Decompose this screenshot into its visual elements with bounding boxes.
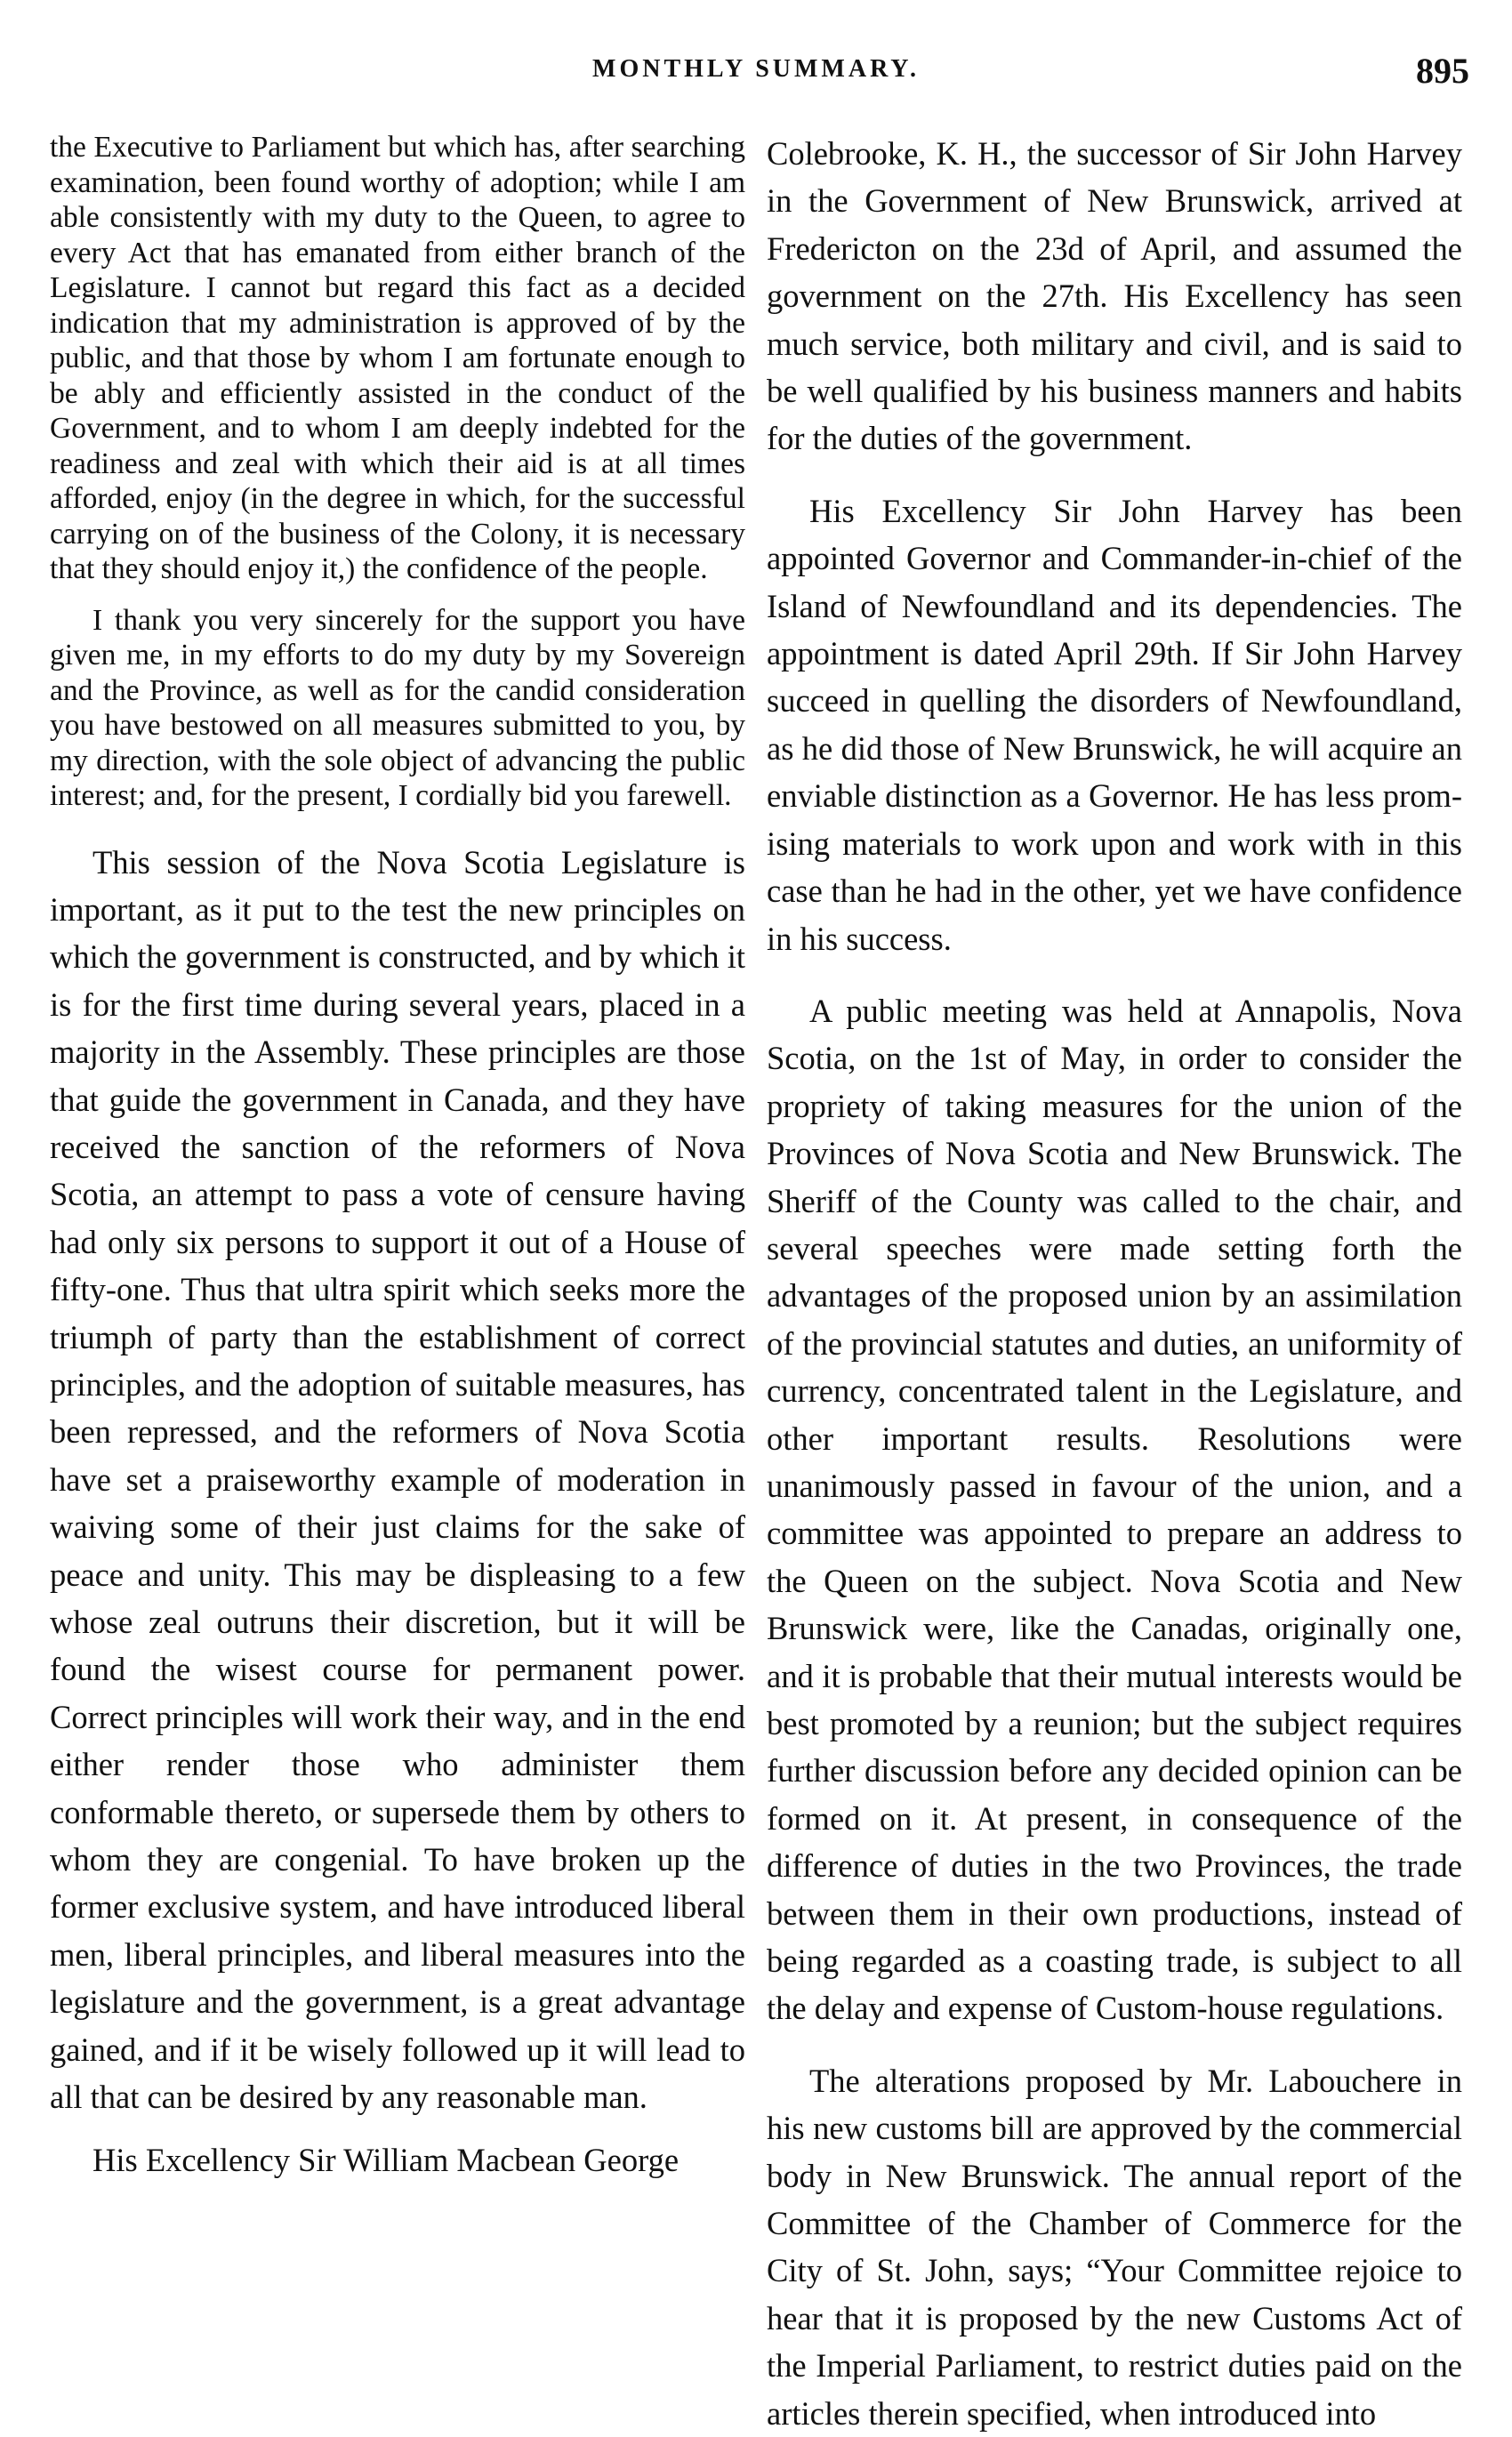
running-title: MONTHLY SUMMARY. <box>592 55 920 83</box>
speech-paragraph-2: I thank you very sincerely for the support you have given me, in my efforts to do my duty by my Sovereign and the Province, as well as for the candid consideration you have bestowed on all measures submitted to you, by my direction, with the sole object of advancing the public interest; and, for the present, I cordially bid you farewell. <box>50 603 745 812</box>
annapolis-meeting-paragraph: A public meeting was held at Annapolis, Nova Scotia, on the 1st of May, in order to consider the propriety of taking measures for the union of the Provinces of Nova Scotia and New Brunswick. The Sheriff of the County was called to the chair, and several speeches were made setting forth the advantages of the proposed union by an assimilation of the provincial statutes and duties, an uniformity of currency, concentrated talent in the Legislature, and other important results. Resolutions were unanimously passed in favour of the union, and a committee was appointed to prepare an address to the Queen on the subject. Nova Scotia and New Brunswick were, like the Canadas, originally one, and it is probable that their mutual interests would be best promoted by a reunion; but the subject requires further discussion before any decided opinion can be formed on it. At present, in consequence of the difference of duties in the two Provinces, the trade between them in their own productions, instead of being regarded as a coasting trade, is subject to all the delay and expense of Custom-house regulations. <box>767 992 1462 2027</box>
harvey-paragraph: His Excellency Sir John Harvey has been appointed Governor and Commander-in-chief of the Island of Newfoundland and its dependencies. The appointment is dated April 29th. If Sir John Harvey succeed in quelling the disorders of Newfoundland, as he did those of New Brunswick, he will acquire an enviable distinction as a Governor. He has less promising materials to work upon and work with in this case than he had in the other, yet we have confidence in his success. <box>767 492 1462 957</box>
left-column <box>50 130 745 2184</box>
customs-bill-paragraph: The alterations proposed by Mr. Labouchere in his new customs bill are approved by the commercial body in New Brunswick. The annual report of the Committee of the Chamber of Commerce for the City of St. John, says; “Your Committee rejoice to hear that it is proposed by the new Customs Act of the Imperial Parliament, to restrict duties paid on the articles therein specified, when introduced into <box>767 2062 1462 2432</box>
continued-paragraph-end: Colebrooke, K. H., the successor of Sir John Harvey in the Government of New Brunswick, arrived at Fredericton on the 23d of April, and assumed the government on the 27th. His Excellency has seen much service, both military and civil, and is said to be well qualified by his business manners and habits for the duties of the government. <box>767 135 1462 457</box>
commentary-paragraph: This session of the Nova Scotia Legislature is important, as it put to the test the new principles on which the government is constructed, and by which it is for the first time during several years, placed in a majority in the Assembly. These principles are those that guide the government in Canada, and they have received the sanction of the reformers of Nova Scotia, an attempt to pass a vote of censure having had only six persons to support it out of a House of fifty-one. Thus that ultra spirit which seeks more the triumph of party than the establishment of correct principles, and the adoption of suitable measures, has been repressed, and the reformers of Nova Scotia have set a praiseworthy example of moderation in waiving some of their just claims for the sake of peace and unity. This may be displeasing to a few whose zeal outruns their discretion, but it will be found the wisest course for permanent power. Correct principles will work their way, and in the end either render those who administer them conformable thereto, or supersede them by others to whom they are congenial. To have broken up the former exclusive system, and have introduced liberal men, liberal principles, and liberal measures into the legislature and the government, is a great advantage gained, and if it be wisely followed up it will lead to all that can be desired by any reasonable man. <box>50 843 745 2116</box>
continued-paragraph-start: His Excellency Sir William Macbean George <box>92 2142 680 2179</box>
right-column <box>767 130 1462 2437</box>
running-head <box>0 51 1512 91</box>
page-number: 895 <box>1416 51 1469 91</box>
speech-paragraph-1: the Executive to Parliament but which has, after searching examination, been found worthy of adoption; while I am able consistently with my duty to the Queen, to agree to every Act that has emanated from either branch of the Legislature. I cannot but regard this fact as a decided indication that my administration is approved of by the public, and that those by whom I am fortunate enough to be ably and efficiently assisted in the conduct of the Government, and to whom I am deeply indebted for the readiness and zeal with which their aid is at all times afforded, enjoy (in the degree in which, for the successful carrying on of the business of the Colony, it is necessary that they should enjoy it,) the confidence of the people. <box>50 131 745 585</box>
